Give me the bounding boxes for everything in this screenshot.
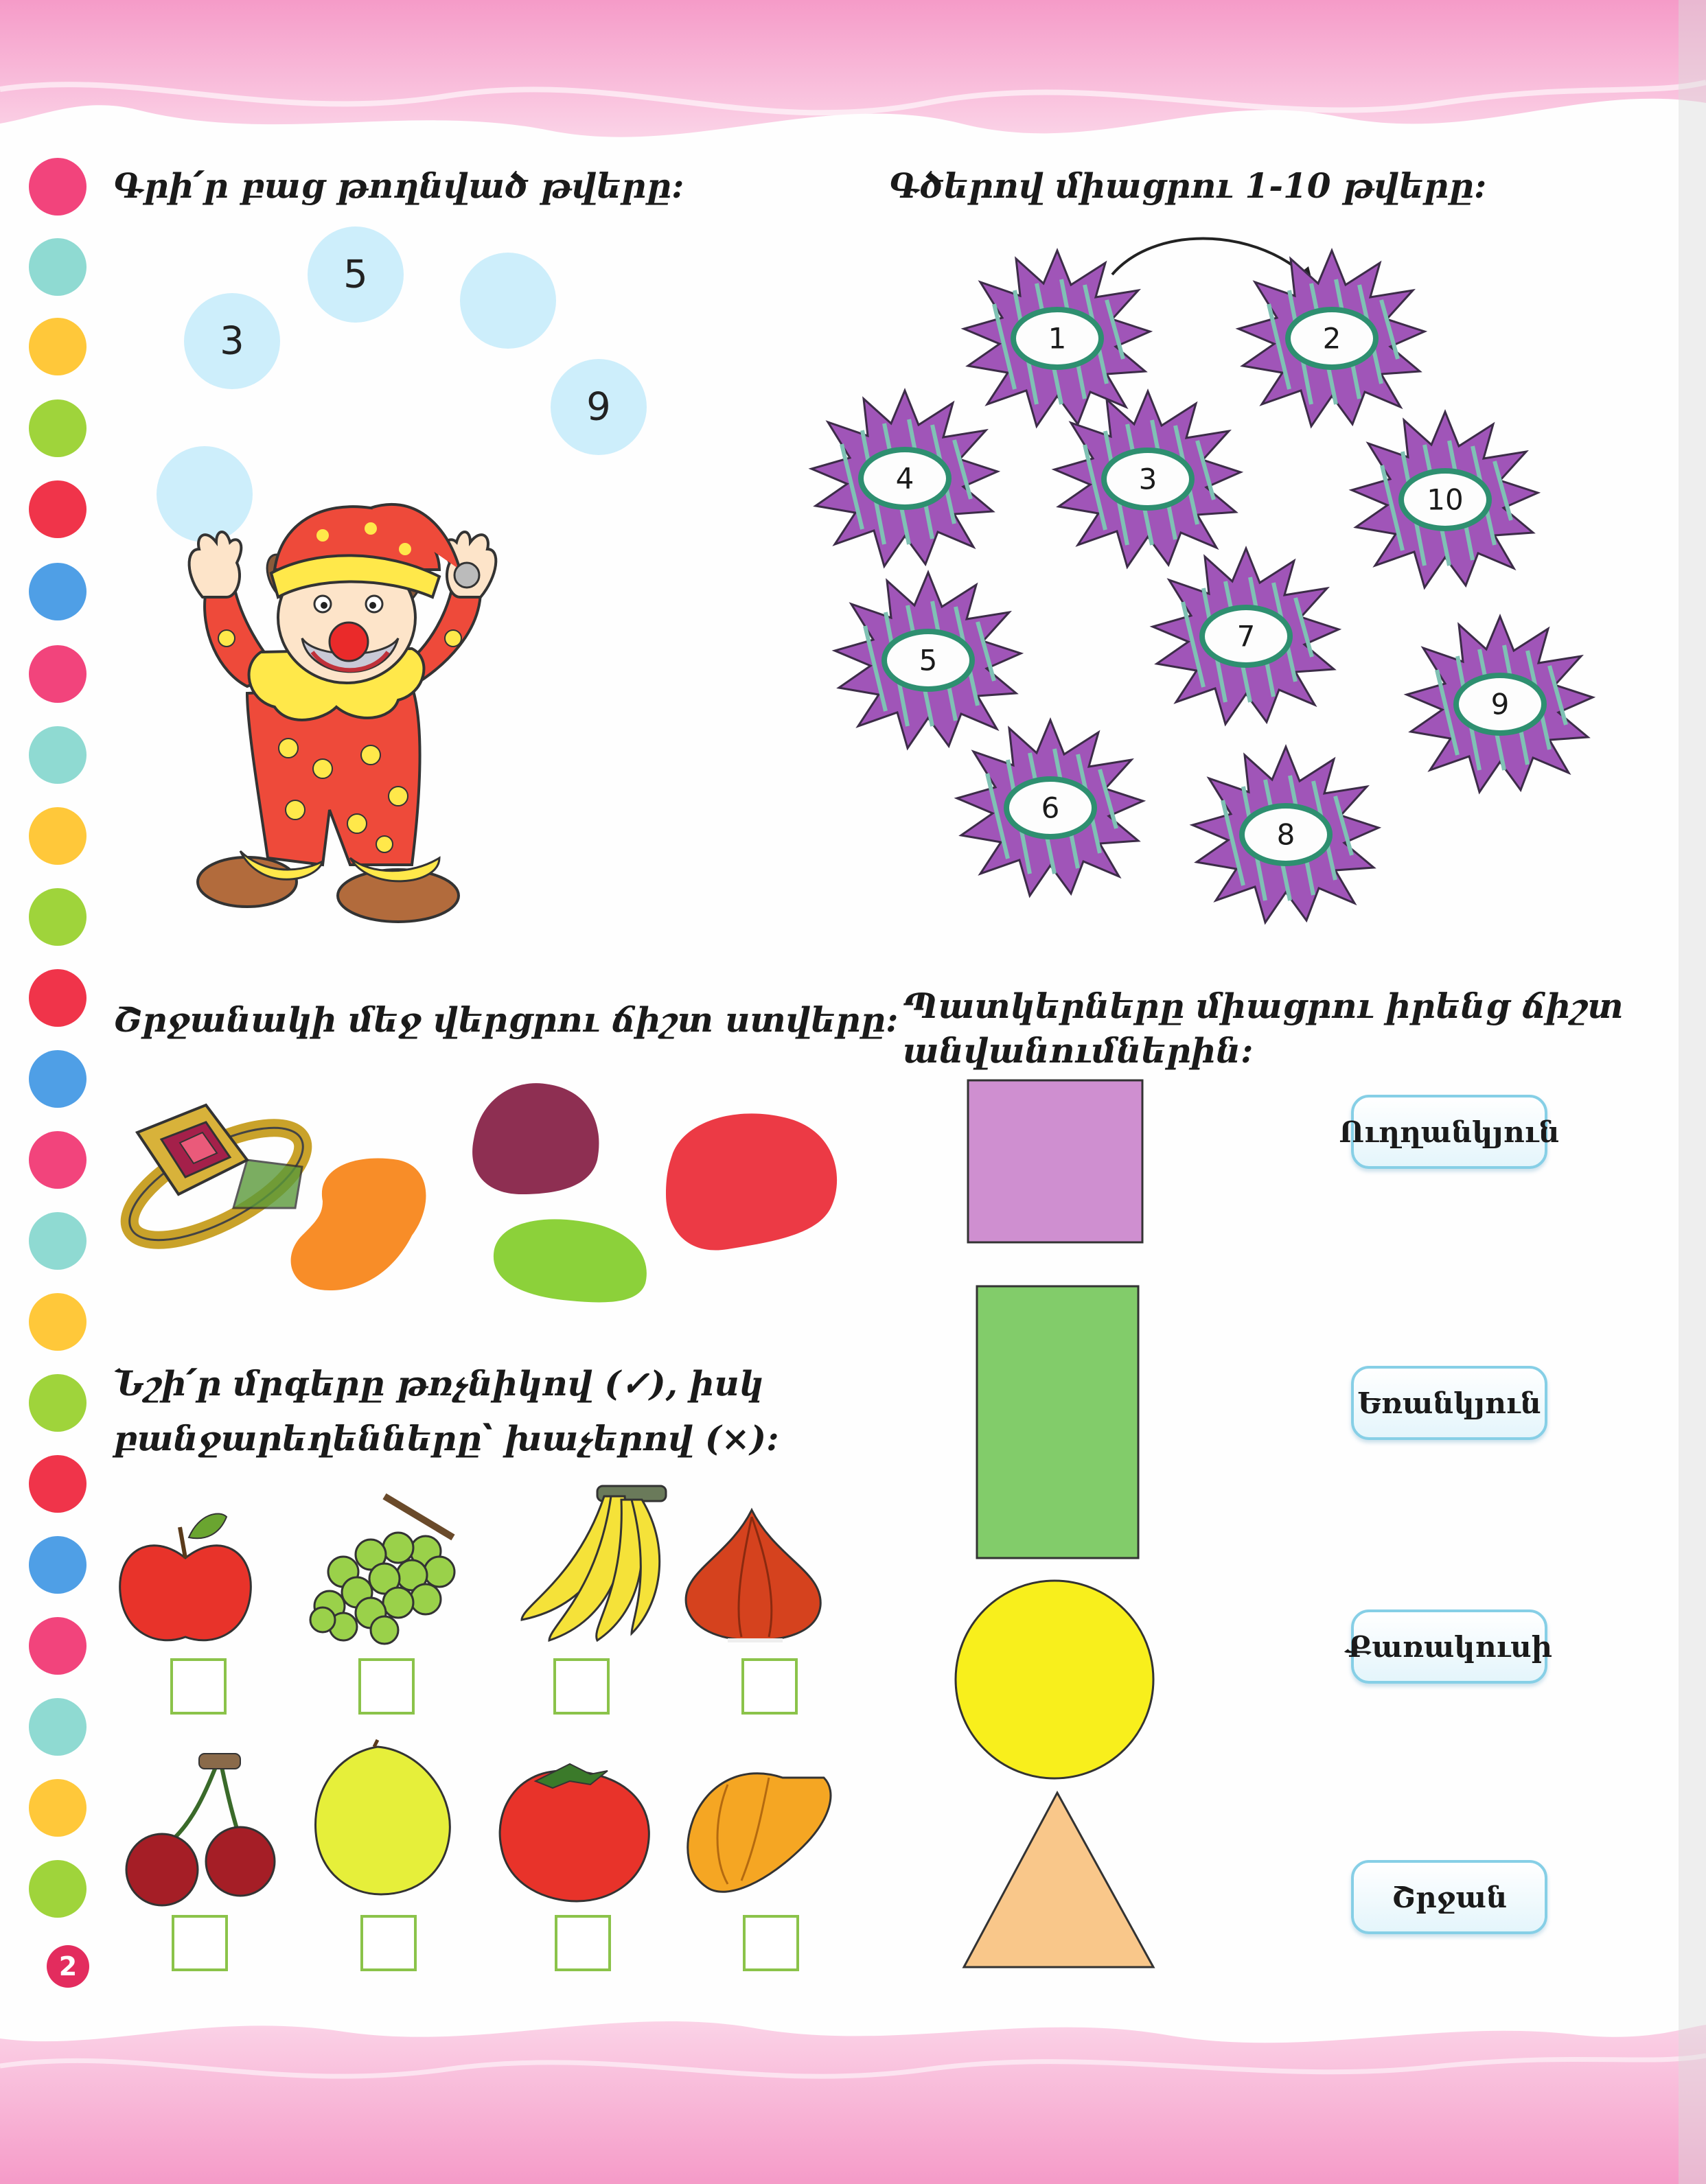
heading-circle-shadow: Շրջանակի մեջ վերցրու ճիշտ ստվերը: bbox=[113, 999, 899, 1040]
star-number: 5 bbox=[919, 643, 938, 677]
label-yerankyun[interactable]: Եռանկյուն bbox=[1351, 1366, 1547, 1440]
star-number: 2 bbox=[1322, 321, 1341, 356]
label-ughghankyun[interactable]: Ուղղանկյուն bbox=[1351, 1095, 1547, 1169]
bubble-number: 9 bbox=[586, 384, 611, 430]
square-shape bbox=[968, 1080, 1142, 1242]
bubble-number: 5 bbox=[343, 252, 368, 297]
star-number: 6 bbox=[1041, 791, 1060, 825]
bottom-wave-banner bbox=[0, 2021, 1706, 2184]
label-qarakusi[interactable]: Քառակուսի bbox=[1351, 1610, 1547, 1684]
heading-shapes-line2: անվանումներին: bbox=[903, 1030, 1254, 1071]
bubble-number: 3 bbox=[220, 318, 244, 364]
heading-shapes-line1: Պատկերները միացրու իրենց ճիշտ bbox=[903, 986, 1624, 1026]
heading-fruit-veg-line1: Նշի՛ր մրգերը թռչնիկով (✓), իսկ bbox=[113, 1363, 764, 1404]
triangle-shape bbox=[964, 1793, 1153, 1967]
star-number: 8 bbox=[1276, 817, 1295, 852]
star-number: 7 bbox=[1236, 619, 1256, 653]
star-number: 3 bbox=[1138, 462, 1157, 496]
star-number: 9 bbox=[1490, 687, 1510, 721]
heading-fruit-veg-line2: բանջարեղենները՝ խաչերով (×): bbox=[113, 1418, 779, 1459]
rectangle-shape bbox=[977, 1286, 1138, 1558]
circle-shape bbox=[956, 1581, 1153, 1778]
heading-connect-dots: Գծերով միացրու 1-10 թվերը: bbox=[889, 165, 1487, 206]
star-number: 4 bbox=[895, 461, 914, 496]
star-number: 1 bbox=[1048, 321, 1067, 356]
label-shrjan[interactable]: Շրջան bbox=[1351, 1860, 1547, 1934]
page-number: 2 bbox=[47, 1945, 89, 1988]
heading-missing-numbers: Գրի՛ր բաց թողնված թվերը: bbox=[113, 165, 684, 206]
star-number: 10 bbox=[1427, 483, 1464, 517]
